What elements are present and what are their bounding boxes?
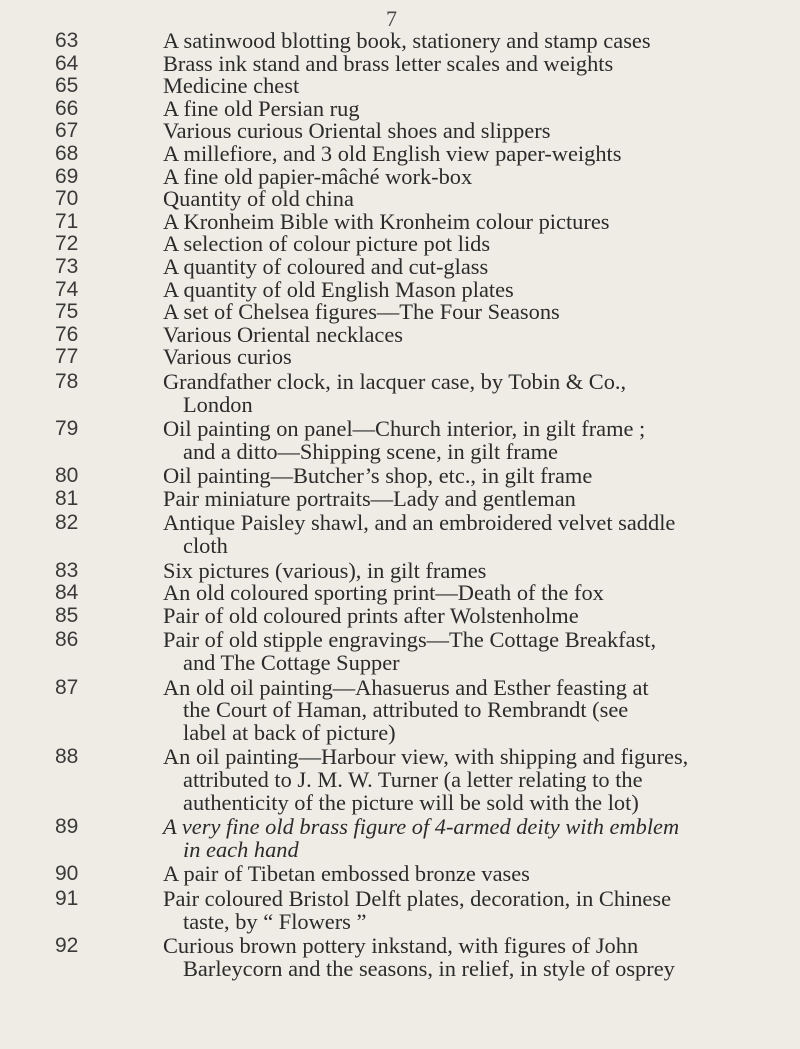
lot-description xyxy=(164,512,786,557)
lot-description xyxy=(164,582,786,605)
lot-number: 84 xyxy=(55,581,79,605)
lot-number: 72 xyxy=(55,232,79,256)
description-line: Oil painting—Butcher’s shop, etc., in gilt frame xyxy=(163,463,593,489)
lot-number: 64 xyxy=(55,51,79,75)
description-continuation: authenticity of the picture will be sold with the lot) xyxy=(183,789,639,815)
description-line: A very fine old brass figure of 4-armed deity with emblem xyxy=(163,814,680,840)
lot-description xyxy=(163,368,786,417)
lot-entry xyxy=(56,30,786,53)
lot-number: 80 xyxy=(55,464,79,488)
lot-entry xyxy=(55,368,786,417)
lot-entry xyxy=(55,276,786,302)
lot-description xyxy=(164,346,786,369)
lot-description xyxy=(164,746,786,814)
lot-number: 82 xyxy=(55,511,79,535)
lot-description xyxy=(163,253,786,279)
description-line: Various curious Oriental shoes and slippers xyxy=(163,118,551,144)
description-continuation: the Court of Haman, attributed to Rembrandt (see xyxy=(183,697,629,723)
lot-description xyxy=(163,885,786,934)
description-continuation: label at back of picture) xyxy=(183,719,396,745)
lot-number: 79 xyxy=(55,417,79,441)
lot-entry xyxy=(56,188,786,211)
lot-description xyxy=(164,188,786,211)
description-line: A selection of colour picture pot lids xyxy=(163,231,491,257)
lot-number: 75 xyxy=(55,300,79,324)
description-continuation: Barleycorn and the seasons, in relief, in style of osprey xyxy=(183,955,675,981)
lot-description xyxy=(164,465,786,488)
lot-number: 89 xyxy=(55,815,79,839)
description-line: Grandfather clock, in lacquer case, by Tobin & Co., xyxy=(163,368,627,394)
lot-description xyxy=(163,208,786,234)
description-line: An old oil painting—Ahasuerus and Esther feasting at xyxy=(163,674,649,700)
page-number: 7 xyxy=(386,6,397,31)
lot-number: 86 xyxy=(55,628,79,652)
lot-entry xyxy=(56,629,786,674)
description-line: Various curios xyxy=(163,344,292,370)
lot-description xyxy=(163,276,786,302)
lot-description xyxy=(163,140,786,166)
lot-description xyxy=(164,629,786,674)
lot-number: 68 xyxy=(55,141,79,165)
lot-number: 88 xyxy=(55,745,79,769)
lot-number: 91 xyxy=(55,886,79,910)
description-line: A Kronheim Bible with Kronheim colour pictures xyxy=(163,208,610,234)
lot-number: 83 xyxy=(55,558,79,582)
lot-description xyxy=(163,163,786,189)
lot-description xyxy=(163,602,786,628)
description-line: Curious brown pottery inkstand, with figures of John xyxy=(163,933,639,959)
lot-number: 69 xyxy=(55,164,79,188)
lot-description xyxy=(164,816,786,861)
lot-entry xyxy=(55,95,786,121)
lot-number: 67 xyxy=(55,119,79,143)
lot-number: 63 xyxy=(55,29,79,52)
description-line: Oil painting on panel—Church interior, in gilt frame ; xyxy=(163,416,646,442)
lot-number: 73 xyxy=(55,254,79,278)
description-line: Medicine chest xyxy=(163,73,300,99)
lot-number: 77 xyxy=(55,345,79,369)
lot-description xyxy=(163,50,786,76)
lot-entry xyxy=(55,602,786,628)
lot-number: 65 xyxy=(55,74,79,98)
lot-entry xyxy=(56,301,786,324)
lot-number: 66 xyxy=(55,96,79,120)
lot-number: 70 xyxy=(55,187,79,211)
lot-number: 71 xyxy=(55,209,79,233)
lot-description xyxy=(163,95,786,121)
description-line: Six pictures (various), in gilt frames xyxy=(163,557,487,583)
lot-number: 76 xyxy=(55,322,79,346)
lot-number: 87 xyxy=(55,675,79,699)
lot-number: 81 xyxy=(55,486,79,510)
description-continuation: and The Cottage Supper xyxy=(183,650,400,676)
lot-description xyxy=(164,863,786,886)
lot-description xyxy=(164,418,786,463)
description-line: A quantity of coloured and cut-glass xyxy=(163,253,489,279)
lot-entry xyxy=(55,885,786,934)
lot-entry xyxy=(55,557,786,583)
lot-number: 78 xyxy=(55,369,79,393)
lot-entry xyxy=(56,75,786,98)
lot-description xyxy=(164,233,786,256)
description-continuation: cloth xyxy=(183,533,228,559)
lot-entry xyxy=(55,208,786,234)
lot-entry xyxy=(56,465,786,488)
lot-entry xyxy=(56,512,786,557)
lot-description xyxy=(164,120,786,143)
lot-description xyxy=(163,674,786,745)
lot-entry xyxy=(56,346,786,369)
lot-entry xyxy=(56,418,786,463)
lot-number: 90 xyxy=(55,862,79,886)
description-line: Pair of old stipple engravings—The Cottage Breakfast, xyxy=(163,627,657,653)
lot-entry xyxy=(55,485,786,511)
description-line: An old coloured sporting print—Death of the fox xyxy=(163,580,604,606)
lot-entry xyxy=(55,140,786,166)
description-line: Quantity of old china xyxy=(163,186,354,212)
lot-entry xyxy=(56,120,786,143)
lot-number: 85 xyxy=(55,603,79,627)
description-continuation: and a ditto—Shipping scene, in gilt frame xyxy=(183,438,558,464)
lot-entry xyxy=(56,746,786,814)
description-line: Antique Paisley shawl, and an embroidered velvet saddle xyxy=(163,510,676,536)
lot-description xyxy=(164,30,786,53)
lot-description xyxy=(164,75,786,98)
lot-entry xyxy=(55,253,786,279)
lot-entry xyxy=(55,321,786,347)
description-continuation: attributed to J. M. W. Turner (a letter relating to the xyxy=(183,767,643,792)
lot-description xyxy=(164,301,786,324)
lot-description xyxy=(163,485,786,511)
description-line: Pair coloured Bristol Delft plates, decoration, in Chinese xyxy=(163,885,672,911)
lot-entry xyxy=(56,863,786,886)
description-line: A satinwood blotting book, stationery and stamp cases xyxy=(163,28,651,53)
description-line: A set of Chelsea figures—The Four Seasons xyxy=(163,299,560,325)
description-line: Pair miniature portraits—Lady and gentleman xyxy=(163,485,576,511)
lot-entry xyxy=(55,163,786,189)
lot-entry xyxy=(55,674,786,745)
lot-entry xyxy=(56,816,786,861)
description-continuation: taste, by “ Flowers ” xyxy=(183,908,367,934)
lot-entry xyxy=(56,233,786,256)
description-line: A fine old Persian rug xyxy=(163,95,360,121)
description-continuation: in each hand xyxy=(183,836,299,862)
lot-number: 74 xyxy=(55,277,79,301)
lot-entry xyxy=(56,582,786,605)
lot-description xyxy=(163,557,786,583)
lot-description xyxy=(164,935,786,980)
description-line: A fine old papier-mâché work-box xyxy=(163,163,473,189)
description-line: A quantity of old English Mason plates xyxy=(163,276,514,302)
description-line: Various Oriental necklaces xyxy=(163,321,403,347)
description-line: An oil painting—Harbour view, with shipping and figures, xyxy=(163,744,689,770)
lot-list xyxy=(56,30,786,980)
lot-number: 92 xyxy=(55,934,79,958)
lot-entry xyxy=(55,50,786,76)
description-line: Brass ink stand and brass letter scales and weights xyxy=(163,50,614,76)
description-line: A pair of Tibetan embossed bronze vases xyxy=(163,861,530,887)
description-line: Pair of old coloured prints after Wolstenholme xyxy=(163,602,579,628)
lot-entry xyxy=(56,935,786,980)
description-line: A millefiore, and 3 old English view paper-weights xyxy=(163,140,622,166)
description-continuation: London xyxy=(183,391,253,417)
lot-description xyxy=(163,321,786,347)
